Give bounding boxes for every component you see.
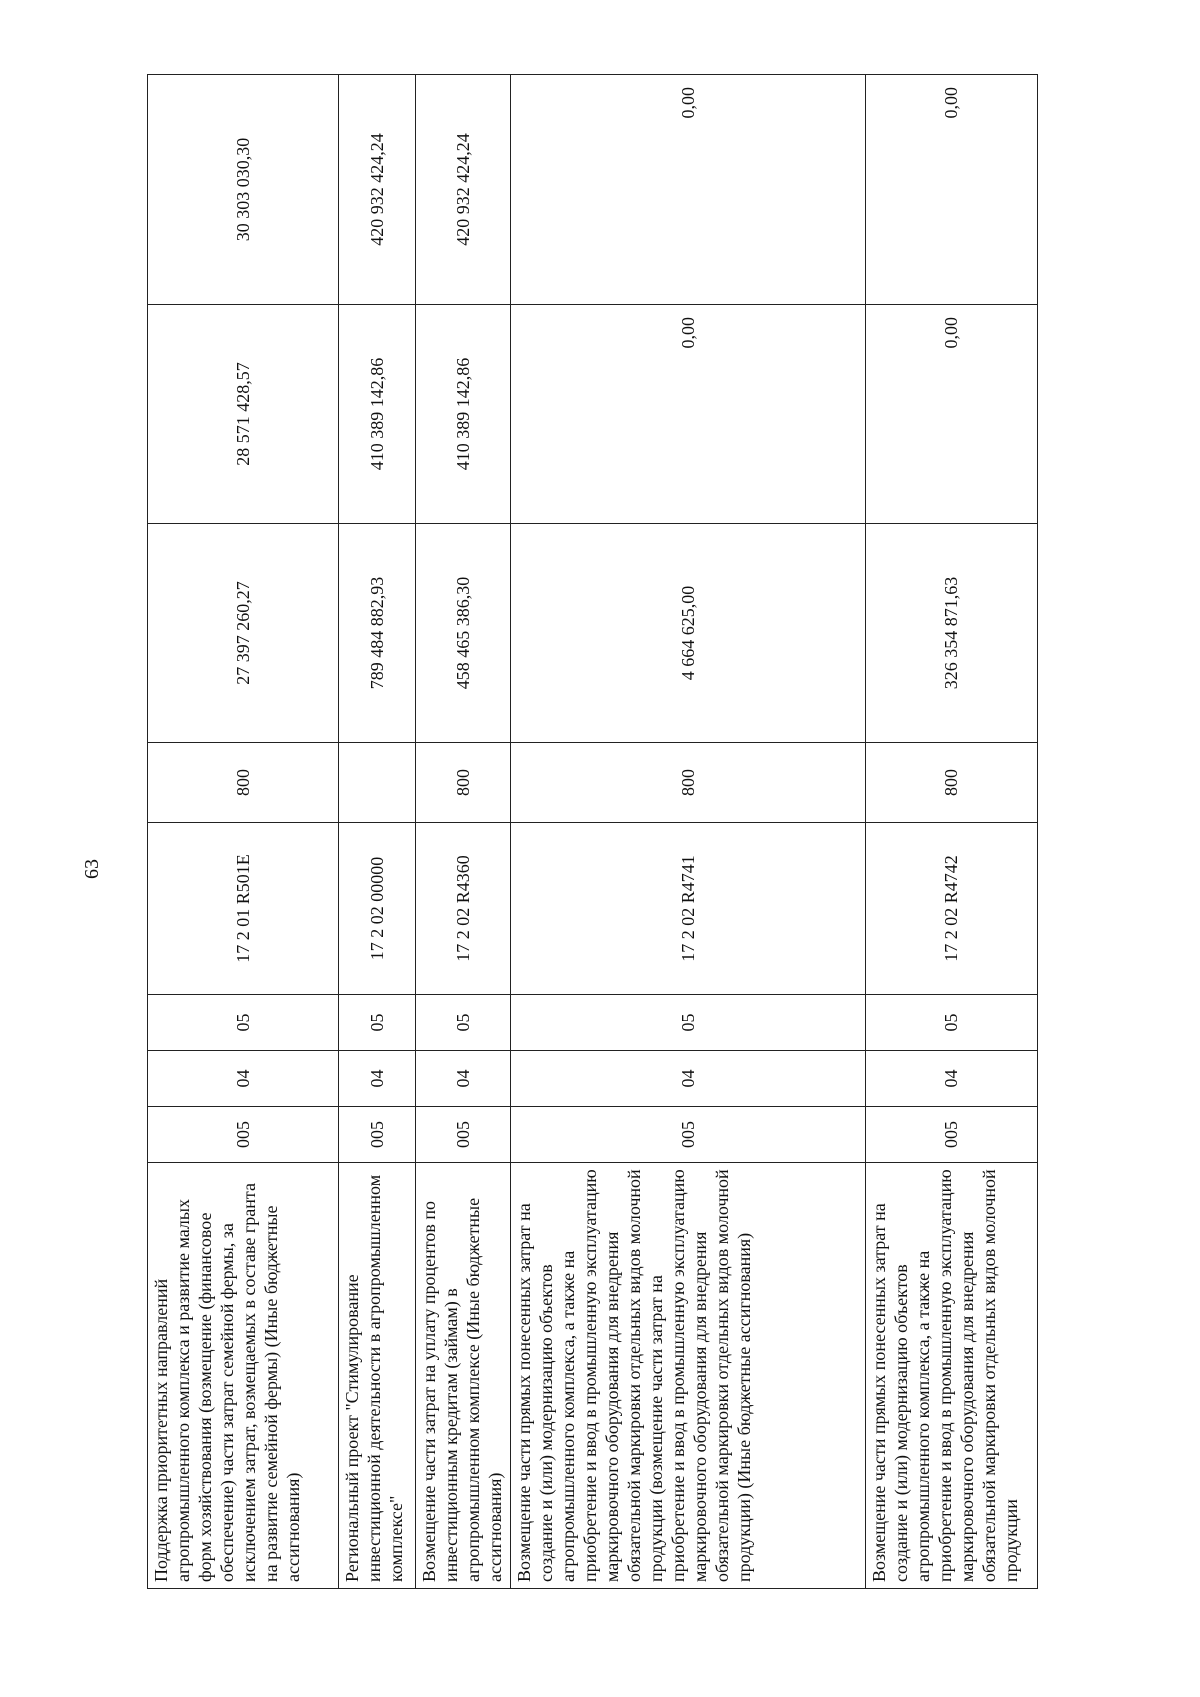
amount-year-2: 28 571 428,57 bbox=[148, 305, 339, 524]
subsection-code: 05 bbox=[148, 995, 339, 1051]
row-description: Поддержка приоритетных направлений агропромышленного комплекса и развитие малых форм хозяйствования (возмещение (финансовое обеспечение) части затрат семейной фермы, за исключением затрат, возмещаемых в составе гранта на развитие семейной фермы) (Иные бюджетные ассигнования) bbox=[148, 1163, 339, 1589]
subsection-code: 05 bbox=[866, 995, 1038, 1051]
table-row bbox=[511, 75, 866, 1589]
expense-type: 800 bbox=[866, 743, 1038, 823]
subsection-code: 05 bbox=[511, 995, 866, 1051]
budget-table-rotated bbox=[147, 75, 1037, 1589]
ministry-code: 005 bbox=[339, 1107, 416, 1163]
subsection-code: 05 bbox=[416, 995, 511, 1051]
target-article: 17 2 02 R4741 bbox=[511, 823, 866, 995]
amount-year-2: 0,00 bbox=[866, 305, 1038, 524]
section-code: 04 bbox=[416, 1051, 511, 1107]
budget-table bbox=[147, 74, 1038, 1589]
target-article: 17 2 01 R501E bbox=[148, 823, 339, 995]
page-number: 63 bbox=[81, 859, 103, 879]
amount-year-3: 0,00 bbox=[866, 75, 1038, 305]
row-description: Возмещение части затрат на уплату процентов по инвестиционным кредитам (займам) в агропромышленном комплексе (Иные бюджетные ассигнования) bbox=[416, 1163, 511, 1589]
amount-year-2: 0,00 bbox=[511, 305, 866, 524]
amount-year-2: 410 389 142,86 bbox=[416, 305, 511, 524]
row-description: Возмещение части прямых понесенных затрат на создание и (или) модернизацию объектов агропромышленного комплекса, а также на приобретение и ввод в промышленную эксплуатацию маркировочного оборудования для внедрения обязательной маркировки отдельных видов молочной продукции (возмещение части затрат на приобретение и ввод в промышленную эксплуатацию маркировочного оборудования для внедрения обязательной маркировки отдельных видов молочной продукции) (Иные бюджетные ассигнования) bbox=[511, 1163, 866, 1589]
amount-year-1: 458 465 386,30 bbox=[416, 524, 511, 743]
amount-year-2: 410 389 142,86 bbox=[339, 305, 416, 524]
subsection-code: 05 bbox=[339, 995, 416, 1051]
expense-type: 800 bbox=[148, 743, 339, 823]
amount-year-3: 420 932 424,24 bbox=[416, 75, 511, 305]
row-description: Возмещение части прямых понесенных затрат на создание и (или) модернизацию объектов агропромышленного комплекса, а также на приобретение и ввод в промышленную эксплуатацию маркировочного оборудования для внедрения обязательной маркировки отдельных видов молочной продукции bbox=[866, 1163, 1038, 1589]
amount-year-1: 789 484 882,93 bbox=[339, 524, 416, 743]
ministry-code: 005 bbox=[866, 1107, 1038, 1163]
expense-type: 800 bbox=[416, 743, 511, 823]
amount-year-1: 4 664 625,00 bbox=[511, 524, 866, 743]
section-code: 04 bbox=[511, 1051, 866, 1107]
section-code: 04 bbox=[339, 1051, 416, 1107]
ministry-code: 005 bbox=[511, 1107, 866, 1163]
amount-year-1: 326 354 871,63 bbox=[866, 524, 1038, 743]
amount-year-3: 30 303 030,30 bbox=[148, 75, 339, 305]
section-code: 04 bbox=[866, 1051, 1038, 1107]
target-article: 17 2 02 R4360 bbox=[416, 823, 511, 995]
section-code: 04 bbox=[148, 1051, 339, 1107]
ministry-code: 005 bbox=[416, 1107, 511, 1163]
expense-type bbox=[339, 743, 416, 823]
table-row bbox=[866, 75, 1038, 1589]
amount-year-1: 27 397 260,27 bbox=[148, 524, 339, 743]
table-row bbox=[148, 75, 339, 1589]
table-row bbox=[339, 75, 416, 1589]
target-article: 17 2 02 00000 bbox=[339, 823, 416, 995]
target-article: 17 2 02 R4742 bbox=[866, 823, 1038, 995]
ministry-code: 005 bbox=[148, 1107, 339, 1163]
amount-year-3: 420 932 424,24 bbox=[339, 75, 416, 305]
table-row bbox=[416, 75, 511, 1589]
row-description: Региональный проект "Стимулирование инвестиционной деятельности в агропромышленном комплексе" bbox=[339, 1163, 416, 1589]
amount-year-3: 0,00 bbox=[511, 75, 866, 305]
expense-type: 800 bbox=[511, 743, 866, 823]
